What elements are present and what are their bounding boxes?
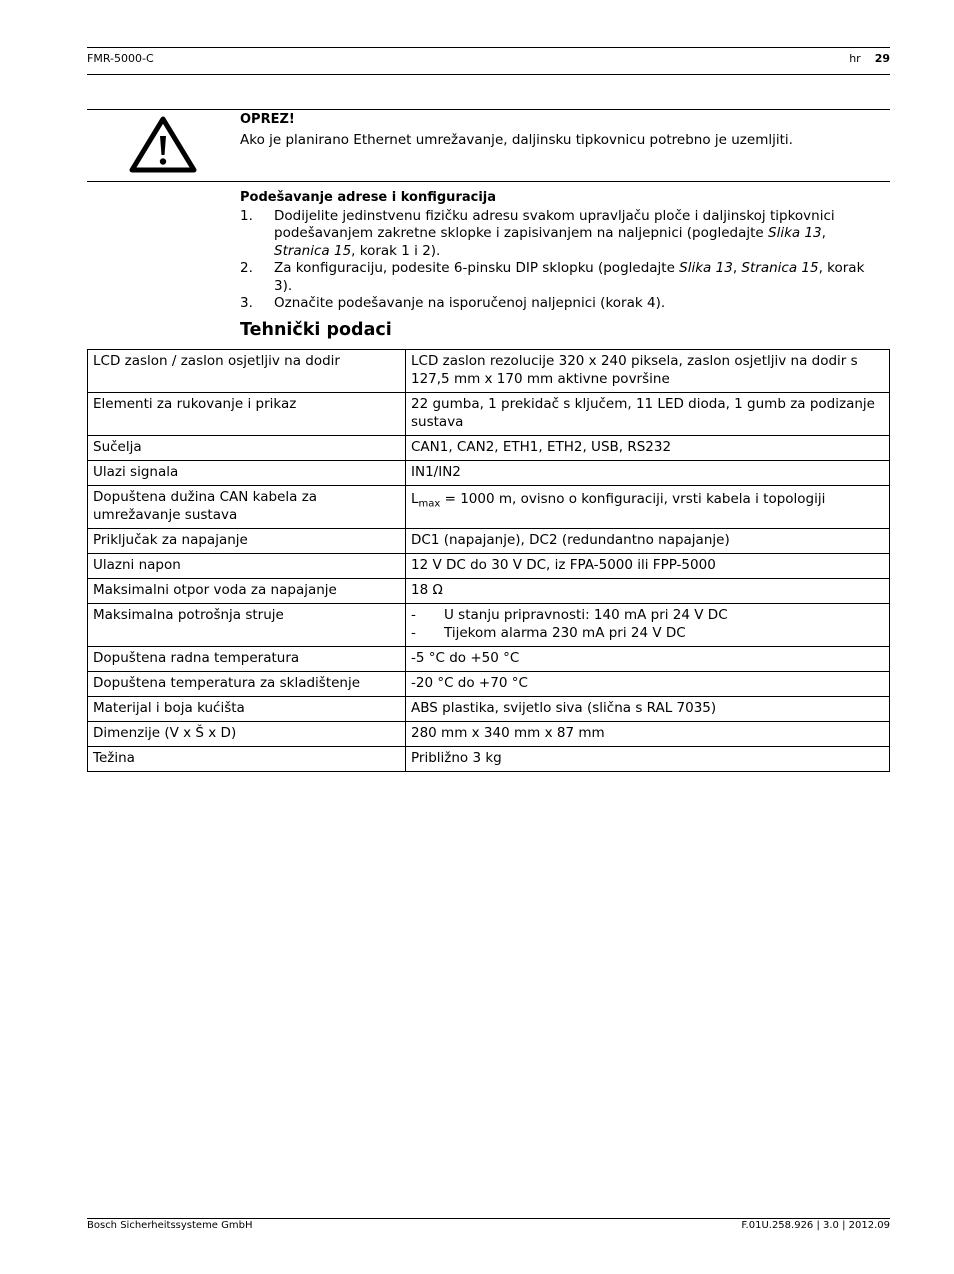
caution-top-rule <box>87 109 890 110</box>
bullet-text: U stanju pripravnosti: 140 mA pri 24 V DC <box>444 607 728 623</box>
table-row <box>88 350 890 393</box>
spec-key: Materijal i boja kućišta <box>88 697 406 722</box>
table-row <box>88 647 890 672</box>
config-section <box>240 189 880 313</box>
step-text: , <box>821 225 826 241</box>
table-row <box>88 672 890 697</box>
figure-ref: Slika 13 <box>679 260 733 276</box>
caution-title: OPREZ! <box>240 112 295 127</box>
spec-key: LCD zaslon / zaslon osjetljiv na dodir <box>88 350 406 393</box>
tech-spec-table <box>87 349 890 772</box>
step-text: Označite podešavanje na isporučenoj naljepnici (korak 4). <box>274 295 666 311</box>
step-text: Dodijelite jedinstvenu fizičku adresu svakom upravljaču ploče i daljinskoj tipkovnici podešavanjem zakretne sklopke i zapisivanjem na naljepnici (pogledajte <box>274 207 835 241</box>
config-step <box>240 295 880 313</box>
config-steps <box>240 208 880 313</box>
spec-value <box>406 486 890 529</box>
header-page-info <box>849 52 890 65</box>
table-row <box>88 697 890 722</box>
spec-value: -20 °C do +70 °C <box>406 672 890 697</box>
config-step <box>240 260 880 295</box>
spec-key: Maksimalni otpor voda za napajanje <box>88 579 406 604</box>
header-bottom-rule <box>87 74 890 75</box>
spec-key: Težina <box>88 747 406 772</box>
spec-value: 280 mm x 340 mm x 87 mm <box>406 722 890 747</box>
table-row <box>88 486 890 529</box>
table-row <box>88 604 890 647</box>
spec-value: 12 V DC do 30 V DC, iz FPA-5000 ili FPP-5000 <box>406 554 890 579</box>
step-text: , <box>732 260 742 276</box>
page-ref: Stranica 15 <box>274 242 352 259</box>
footer-rule <box>87 1218 890 1219</box>
spec-key: Priključak za napajanje <box>88 529 406 554</box>
step-text: , korak 1 i 2). <box>351 242 441 259</box>
config-heading: Podešavanje adrese i konfiguracija <box>240 190 497 205</box>
spec-value <box>406 604 890 647</box>
spec-key: Ulazi signala <box>88 461 406 486</box>
header-product: FMR-5000-C <box>87 52 154 65</box>
step-text: , korak 3). <box>274 260 865 294</box>
table-row <box>88 461 890 486</box>
spec-key: Dopuštena dužina CAN kabela za umrežavanje sustava <box>88 486 406 529</box>
lmax-symbol: L <box>411 491 419 507</box>
step-number: 2. <box>240 260 253 276</box>
caution-bottom-rule <box>87 181 890 182</box>
caution-text: Ako je planirano Ethernet umrežavanje, daljinsku tipkovnicu potrebno je uzemljiti. <box>240 132 793 148</box>
table-row <box>88 554 890 579</box>
table-row <box>88 579 890 604</box>
page-number: 29 <box>874 52 890 65</box>
current-bullet-item <box>411 606 884 624</box>
page-ref: Stranica 15 <box>741 260 819 276</box>
table-row <box>88 529 890 554</box>
lmax-text: = 1000 m, ovisno o konfiguraciji, vrsti kabela i topologiji <box>440 491 826 507</box>
spec-value: Približno 3 kg <box>406 747 890 772</box>
bullet-text: Tijekom alarma 230 mA pri 24 V DC <box>444 625 686 641</box>
config-step <box>240 208 880 261</box>
header-language: hr <box>849 52 861 65</box>
spec-key: Maksimalna potrošnja struje <box>88 604 406 647</box>
current-bullet-item <box>411 624 884 642</box>
spec-value: IN1/IN2 <box>406 461 890 486</box>
spec-key: Dimenzije (V x Š x D) <box>88 722 406 747</box>
header-top-rule <box>87 47 890 48</box>
step-number: 3. <box>240 295 253 311</box>
spec-key: Sučelja <box>88 436 406 461</box>
spec-key: Ulazni napon <box>88 554 406 579</box>
table-row <box>88 747 890 772</box>
spec-value: ABS plastika, svijetlo siva (slična s RAL 7035) <box>406 697 890 722</box>
bullet-dash: - <box>411 625 416 641</box>
spec-value: -5 °C do +50 °C <box>406 647 890 672</box>
figure-ref: Slika 13 <box>768 225 822 241</box>
spec-key: Dopuštena radna temperatura <box>88 647 406 672</box>
tech-title: Tehnički podaci <box>240 320 392 340</box>
lmax-subscript: max <box>418 498 441 510</box>
spec-value: 22 gumba, 1 prekidač s ključem, 11 LED dioda, 1 gumb za podizanje sustava <box>406 393 890 436</box>
bullet-dash: - <box>411 607 416 623</box>
spec-value: DC1 (napajanje), DC2 (redundantno napajanje) <box>406 529 890 554</box>
spec-key: Dopuštena temperatura za skladištenje <box>88 672 406 697</box>
spec-value: LCD zaslon rezolucije 320 x 240 piksela, zaslon osjetljiv na dodir s 127,5 mm x 170 mm aktivne površine <box>406 350 890 393</box>
spec-key: Elementi za rukovanje i prikaz <box>88 393 406 436</box>
footer-company: Bosch Sicherheitssysteme GmbH <box>87 1220 253 1231</box>
footer-docref: F.01U.258.926 | 3.0 | 2012.09 <box>741 1220 890 1231</box>
spec-value: CAN1, CAN2, ETH1, ETH2, USB, RS232 <box>406 436 890 461</box>
warning-triangle-icon <box>128 114 198 174</box>
step-number: 1. <box>240 207 253 224</box>
step-text: Za konfiguraciju, podesite 6-pinsku DIP sklopku (pogledajte <box>274 260 680 276</box>
spec-value: 18 Ω <box>406 579 890 604</box>
table-row <box>88 436 890 461</box>
table-row <box>88 722 890 747</box>
table-row <box>88 393 890 436</box>
